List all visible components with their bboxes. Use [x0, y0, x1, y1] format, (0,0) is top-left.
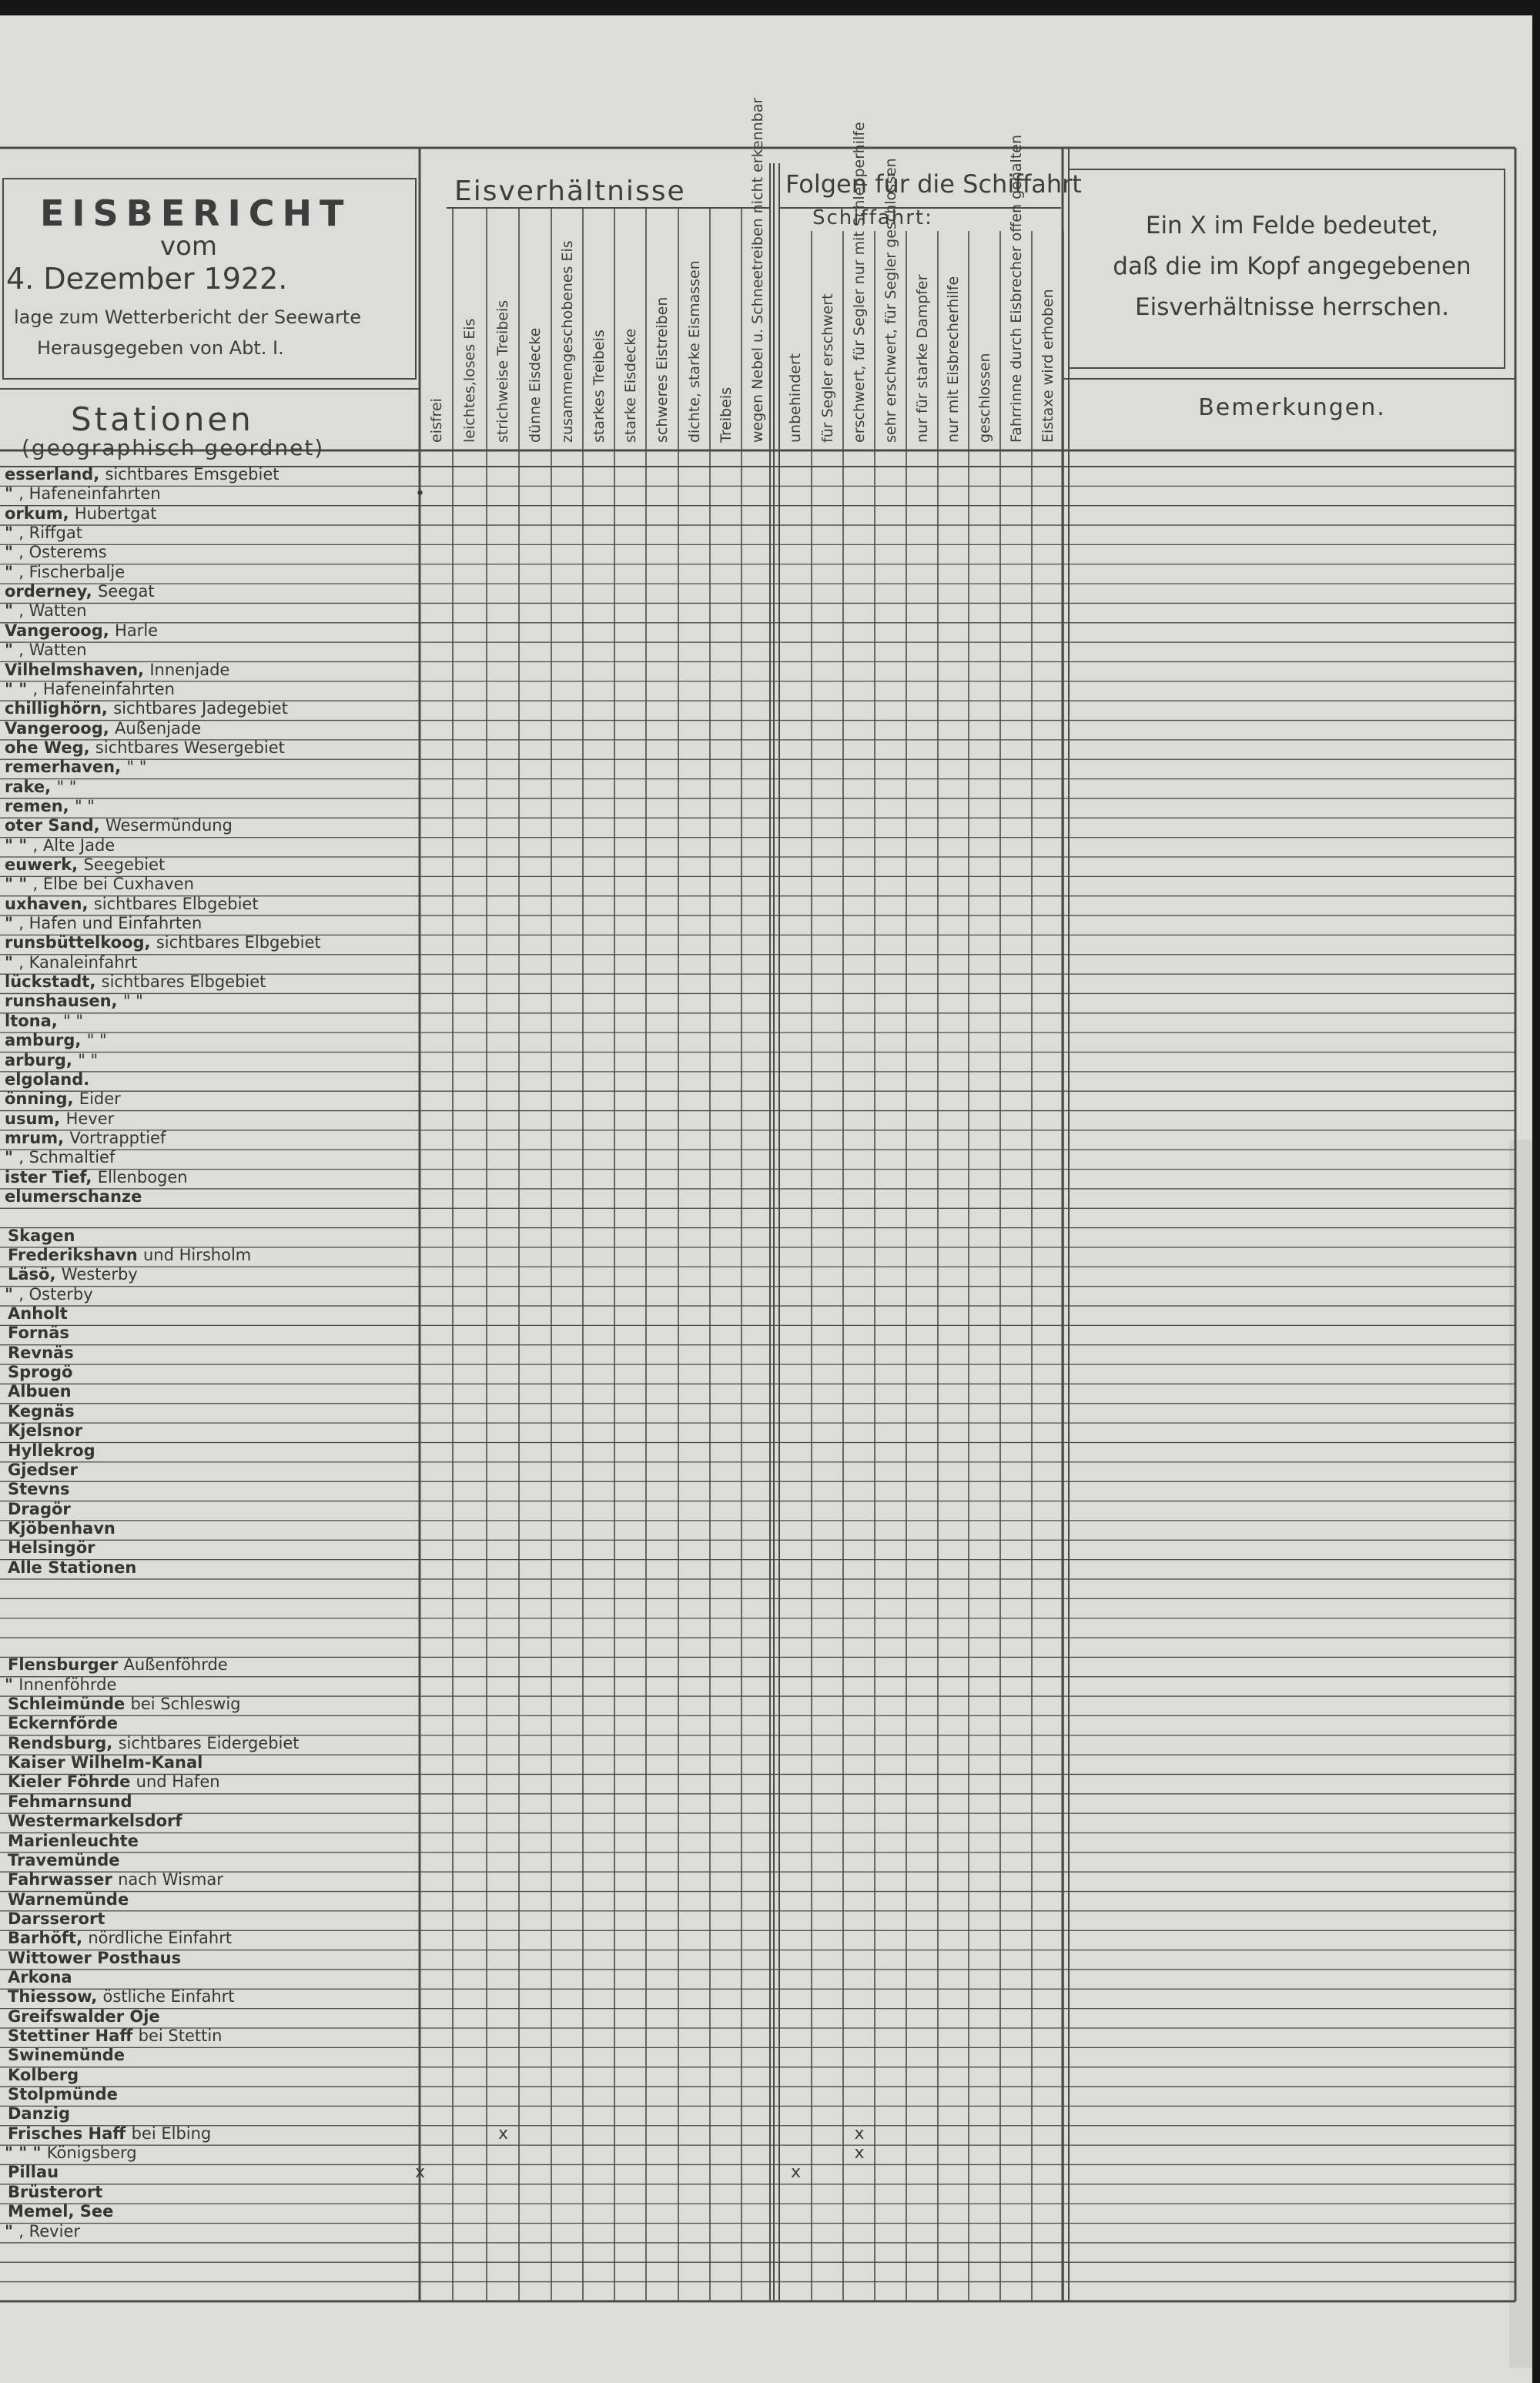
- station-detail: " ": [122, 992, 143, 1011]
- station-row: [5, 661, 229, 679]
- station-row: [8, 1461, 78, 1479]
- station-name: ": [5, 543, 19, 562]
- shipping-column-8-label: Fahrrinne durch Eisbrecher offen gehalten: [1007, 134, 1025, 443]
- station-row: [8, 1265, 138, 1284]
- station-detail: sichtbares Jadegebiet: [113, 699, 288, 718]
- ice-column-9-label: dichte, starke Eismassen: [685, 260, 703, 443]
- station-detail: sichtbares Wesergebiet: [95, 738, 285, 757]
- station-detail: " ": [126, 758, 147, 777]
- station-row: [8, 1812, 182, 1830]
- shipping-column-6-label: nur mit Eisbrecherhilfe: [945, 276, 962, 443]
- station-row: [8, 1929, 232, 1947]
- station-name: Gjedser: [8, 1460, 78, 1479]
- station-detail: , Revier: [18, 2221, 80, 2241]
- station-name: uxhaven,: [5, 894, 94, 913]
- station-row: [5, 816, 233, 835]
- station-row: [5, 465, 280, 484]
- station-detail: nördliche Einfahrt: [88, 1929, 233, 1948]
- note-line-1: Ein X im Felde bedeutet,: [1145, 212, 1439, 239]
- station-name: Fornäs: [8, 1324, 69, 1343]
- station-name: runsbüttelkoog,: [5, 933, 156, 952]
- station-detail: Westerby: [61, 1265, 138, 1284]
- station-detail: , Elbe bei Cuxhaven: [32, 875, 194, 894]
- station-row: [5, 621, 158, 640]
- station-name: Brüsterort: [8, 2182, 103, 2201]
- station-row: [8, 1538, 95, 1557]
- station-name: Thiessow,: [8, 1987, 103, 2006]
- station-detail: und Hafen: [136, 1772, 220, 1792]
- station-detail: , Fischerbalje: [18, 562, 126, 581]
- station-row: [8, 2183, 102, 2201]
- station-row: [5, 758, 146, 776]
- report-subtitle: lage zum Wetterbericht der Seewarte: [14, 306, 361, 328]
- station-name: elgoland.: [5, 1069, 90, 1089]
- station-name: Wittower Posthaus: [8, 1948, 182, 1967]
- station-name: ": [5, 952, 19, 972]
- stations-subheading: (geographisch geordnet): [22, 435, 325, 460]
- station-name: Läsö,: [8, 1265, 62, 1284]
- ice-column-8-label: schweres Eistreiben: [654, 296, 671, 443]
- station-name: Rendsburg,: [8, 1733, 119, 1752]
- station-row: [5, 563, 125, 581]
- station-detail: Seegebiet: [83, 855, 166, 874]
- station-name: Frederikshavn: [8, 1246, 143, 1264]
- station-name: ": [5, 601, 19, 621]
- station-name: orderney,: [5, 582, 98, 601]
- station-row: [8, 2027, 222, 2045]
- shipping-group-heading: Folgen für die Schiffahrt: [785, 169, 1082, 199]
- station-detail: Außenföhrde: [123, 1655, 228, 1675]
- shipping-column-3-label: erschwert, für Segler nur mit Schlepperhilfe: [850, 122, 868, 443]
- station-name: Pillau: [8, 2163, 59, 2182]
- station-row: [5, 719, 201, 738]
- stations-heading: Stationen: [71, 400, 254, 438]
- station-detail: sichtbares Elbgebiet: [156, 933, 321, 952]
- station-name: Swinemünde: [8, 2046, 125, 2065]
- ice-column-2-label: leichtes,loses Eis: [461, 318, 478, 443]
- remarks-heading: Bemerkungen.: [1198, 394, 1386, 421]
- station-name: Flensburger: [8, 1655, 124, 1675]
- station-name: esserland,: [5, 465, 105, 484]
- station-row: [8, 1304, 68, 1323]
- ice-column-6-label: starkes Treibeis: [590, 330, 608, 443]
- station-row: [5, 1129, 166, 1147]
- ice-mark: x: [415, 2163, 426, 2183]
- station-name: oter Sand,: [5, 816, 105, 835]
- station-row: [5, 875, 194, 893]
- station-name: Helsingör: [8, 1538, 95, 1558]
- station-name: ": [5, 524, 19, 543]
- station-row: [8, 2046, 125, 2064]
- station-name: amburg,: [5, 1031, 87, 1050]
- station-detail: sichtbares Emsgebiet: [105, 465, 280, 484]
- station-name: arburg,: [5, 1050, 79, 1069]
- station-name: Kegnäs: [8, 1401, 75, 1421]
- station-row: [8, 1949, 181, 1967]
- ice-mark: x: [791, 2163, 802, 2183]
- station-detail: , Osterby: [18, 1284, 93, 1304]
- station-name: ister Tief,: [5, 1167, 98, 1186]
- shipping-column-2-label: für Segler erschwert: [819, 293, 836, 443]
- station-detail: Hubertgat: [74, 504, 157, 523]
- station-row: [8, 1363, 72, 1381]
- station-detail: , Riffgat: [18, 524, 82, 543]
- station-detail: Vortrapptief: [69, 1128, 166, 1147]
- station-row: [8, 1851, 120, 1869]
- station-row: [8, 1421, 82, 1440]
- station-name: Kjöbenhavn: [8, 1518, 116, 1538]
- station-row: [5, 484, 161, 503]
- station-detail: , Hafeneinfahrten: [18, 484, 161, 504]
- ice-mark: •: [415, 484, 425, 504]
- station-row: [8, 2202, 113, 2221]
- station-name: Danzig: [8, 2104, 71, 2124]
- station-row: [5, 641, 87, 659]
- station-name: ": [5, 484, 19, 504]
- station-detail: bei Schleswig: [130, 1695, 241, 1714]
- station-name: ltona,: [5, 1011, 64, 1030]
- station-name: " ": [5, 679, 33, 698]
- station-name: remerhaven,: [5, 758, 127, 777]
- station-row: [5, 778, 76, 796]
- station-row: [8, 1655, 228, 1674]
- station-row: [8, 1500, 71, 1518]
- station-name: Skagen: [8, 1226, 75, 1245]
- station-row: [8, 1734, 300, 1752]
- station-detail: Seegat: [97, 582, 155, 601]
- station-row: [8, 1832, 139, 1850]
- station-row: [5, 836, 115, 855]
- station-detail: sichtbares Elbgebiet: [101, 972, 266, 992]
- station-detail: , Alte Jade: [32, 835, 116, 855]
- station-row: [5, 1675, 116, 1694]
- station-row: [8, 1753, 203, 1772]
- station-row: [8, 1480, 70, 1498]
- station-name: Stevns: [8, 1480, 70, 1499]
- station-row: [5, 699, 288, 718]
- station-name: Alle Stationen: [8, 1558, 137, 1577]
- shipping-column-9-label: Eistaxe wird erhoben: [1039, 289, 1056, 443]
- station-row: [8, 1890, 129, 1909]
- station-name: Memel, See: [8, 2202, 114, 2221]
- station-detail: Hever: [65, 1109, 115, 1128]
- station-detail: " ": [63, 1011, 84, 1030]
- station-detail: bei Stettin: [138, 2027, 223, 2045]
- station-row: [5, 1051, 98, 1069]
- station-row: [5, 953, 137, 972]
- report-date: 4. Dezember 1922.: [6, 262, 288, 296]
- station-name: Greifswalder Oje: [8, 2006, 160, 2026]
- station-row: [5, 1285, 93, 1304]
- station-detail: bei Elbing: [131, 2124, 212, 2143]
- station-name: ohe Weg,: [5, 738, 95, 757]
- ice-mark: x: [498, 2124, 509, 2144]
- station-row: [5, 2144, 137, 2162]
- station-name: ": [5, 641, 19, 660]
- shipping-column-5-label: nur für starke Dampfer: [913, 274, 931, 443]
- station-row: [5, 582, 155, 601]
- station-name: euwerk,: [5, 855, 84, 874]
- station-name: Arkona: [8, 1967, 72, 1986]
- station-row: [8, 1987, 235, 2006]
- station-row: [8, 1441, 95, 1460]
- station-name: Stettiner Haff: [8, 2027, 139, 2045]
- station-row: [5, 738, 285, 757]
- station-name: Vilhelmshaven,: [5, 660, 150, 679]
- ice-column-1-label: eisfrei: [427, 398, 445, 443]
- station-row: [5, 797, 95, 815]
- station-name: rake,: [5, 777, 57, 796]
- station-name: " " ": [5, 2144, 47, 2163]
- station-name: Fehmarnsund: [8, 1792, 132, 1811]
- station-detail: und Hirsholm: [142, 1246, 252, 1264]
- station-row: [5, 1148, 115, 1166]
- ice-column-3-label: strichweise Treibeis: [494, 300, 511, 443]
- station-detail: " ": [78, 1050, 99, 1069]
- report-publisher: Herausgegeben von Abt. I.: [37, 337, 284, 359]
- station-detail: nach Wismar: [118, 1870, 223, 1889]
- station-row: [8, 1909, 105, 1928]
- station-name: Albuen: [8, 1382, 72, 1401]
- note-line-2: daß die im Kopf angegebenen: [1113, 253, 1471, 280]
- station-name: mrum,: [5, 1128, 70, 1147]
- ice-column-11-label: wegen Nebel u. Schneetreiben nicht erkennbar: [749, 97, 766, 443]
- station-row: [5, 914, 202, 932]
- station-row: [5, 504, 157, 523]
- station-name: ": [5, 914, 19, 933]
- station-name: Eckernförde: [8, 1714, 118, 1733]
- station-row: [8, 1792, 132, 1811]
- station-name: Warnemünde: [8, 1889, 129, 1909]
- station-row: [8, 1968, 72, 1986]
- station-row: [5, 972, 266, 991]
- station-row: [5, 1089, 121, 1108]
- station-name: chillighörn,: [5, 699, 114, 718]
- station-detail: Wesermündung: [105, 816, 233, 835]
- ice-group-heading: Eisverhältnisse: [454, 176, 686, 207]
- station-detail: " ": [56, 777, 77, 796]
- station-name: Revnäs: [8, 1343, 74, 1362]
- station-name: ": [5, 1148, 19, 1167]
- station-name: Kieler Föhrde: [8, 1772, 136, 1792]
- station-row: [5, 543, 107, 561]
- station-name: Westermarkelsdorf: [8, 1812, 182, 1831]
- station-detail: sichtbares Eidergebiet: [118, 1733, 300, 1752]
- station-row: [8, 1402, 75, 1421]
- station-row: [5, 992, 143, 1010]
- station-row: [8, 1227, 75, 1245]
- station-name: önning,: [5, 1089, 79, 1109]
- station-name: Kolberg: [8, 2065, 79, 2084]
- station-name: Kaiser Wilhelm-Kanal: [8, 1753, 203, 1772]
- station-row: [8, 1772, 220, 1791]
- station-detail: , Schmaltief: [18, 1148, 116, 1167]
- station-row: [8, 2104, 70, 2123]
- station-name: Vangeroog,: [5, 718, 116, 738]
- shipping-column-1-label: unbehindert: [787, 353, 804, 443]
- station-detail: Harle: [115, 621, 159, 640]
- station-name: Kjelsnor: [8, 1421, 83, 1441]
- station-name: " ": [5, 875, 33, 894]
- station-detail: , Hafen und Einfahrten: [18, 914, 203, 933]
- station-name: " ": [5, 835, 33, 855]
- station-detail: sichtbares Elbgebiet: [93, 894, 259, 913]
- station-row: [8, 2163, 59, 2181]
- station-name: Darsserort: [8, 1909, 105, 1928]
- station-detail: Innenjade: [149, 660, 230, 679]
- station-name: lückstadt,: [5, 972, 102, 992]
- station-row: [8, 1714, 118, 1732]
- station-row: [8, 1344, 74, 1362]
- station-detail: , Watten: [18, 601, 87, 621]
- station-row: [5, 2222, 80, 2241]
- station-row: [8, 2066, 79, 2084]
- station-row: [5, 680, 175, 698]
- station-row: [8, 1558, 136, 1577]
- station-name: Sprogö: [8, 1363, 73, 1382]
- station-name: Dragör: [8, 1499, 71, 1518]
- station-detail: östliche Einfahrt: [102, 1987, 235, 2006]
- station-name: Anholt: [8, 1304, 68, 1324]
- ice-mark: x: [854, 2124, 865, 2144]
- ice-column-5-label: zusammengeschobenes Eis: [558, 240, 576, 443]
- station-row: [5, 933, 321, 952]
- station-name: Hyllekrog: [8, 1441, 95, 1460]
- station-name: ": [5, 562, 19, 581]
- station-row: [5, 895, 259, 913]
- station-row: [8, 1695, 241, 1713]
- station-row: [8, 1324, 69, 1342]
- station-row: [5, 1168, 188, 1186]
- ice-column-7-label: starke Eisdecke: [621, 328, 639, 443]
- station-row: [8, 2124, 211, 2143]
- station-detail: Königsberg: [46, 2144, 137, 2163]
- station-row: [8, 1519, 116, 1538]
- station-row: [8, 1246, 251, 1264]
- station-name: elumerschanze: [5, 1186, 142, 1206]
- station-row: [5, 855, 165, 874]
- station-detail: Außenjade: [115, 718, 202, 738]
- ice-column-4-label: dünne Eisdecke: [527, 327, 544, 443]
- station-name: ": [5, 1675, 19, 1694]
- station-row: [5, 601, 87, 620]
- station-name: Vangeroog,: [5, 621, 116, 640]
- station-name: runshausen,: [5, 992, 123, 1011]
- station-row: [5, 1012, 83, 1030]
- ice-column-10-label: Treibeis: [717, 387, 735, 443]
- station-row: [5, 524, 82, 542]
- station-row: [5, 1110, 114, 1128]
- station-name: Barhöft,: [8, 1929, 89, 1948]
- note-line-3: Eisverhältnisse herrschen.: [1135, 293, 1449, 321]
- report-vom: vom: [160, 231, 218, 262]
- station-row: [5, 1070, 89, 1089]
- station-detail: Ellenbogen: [97, 1167, 188, 1186]
- station-name: ": [5, 2221, 19, 2241]
- station-detail: , Osterems: [18, 543, 107, 562]
- station-name: Travemünde: [8, 1850, 120, 1869]
- shipping-column-4-label: sehr erschwert, für Segler geschlossen: [882, 158, 899, 443]
- report-title: EISBERICHT: [40, 192, 352, 234]
- shipping-column-7-label: geschlossen: [976, 353, 993, 443]
- station-detail: , Hafeneinfahrten: [32, 679, 175, 698]
- station-name: Frisches Haff: [8, 2124, 132, 2143]
- station-name: Stolpmünde: [8, 2085, 118, 2104]
- station-name: ": [5, 1284, 19, 1304]
- shipping-subheading: Schiffahrt:: [812, 206, 933, 229]
- station-detail: , Watten: [18, 641, 87, 660]
- station-detail: " ": [74, 796, 95, 815]
- station-name: remen,: [5, 796, 75, 815]
- station-row: [8, 1382, 72, 1401]
- station-name: Marienleuchte: [8, 1831, 139, 1850]
- station-detail: Eider: [79, 1089, 121, 1109]
- station-row: [8, 2007, 160, 2026]
- station-detail: Innenföhrde: [18, 1675, 117, 1694]
- ice-mark: x: [854, 2144, 865, 2164]
- station-detail: , Kanaleinfahrt: [18, 952, 138, 972]
- station-row: [5, 1031, 107, 1049]
- station-detail: " ": [86, 1031, 107, 1050]
- station-name: orkum,: [5, 504, 75, 523]
- station-name: usum,: [5, 1109, 66, 1128]
- station-name: Fahrwasser: [8, 1870, 119, 1889]
- station-row: [8, 1870, 223, 1889]
- station-row: [8, 2085, 118, 2104]
- station-row: [5, 1187, 142, 1206]
- station-name: Schleimünde: [8, 1695, 131, 1714]
